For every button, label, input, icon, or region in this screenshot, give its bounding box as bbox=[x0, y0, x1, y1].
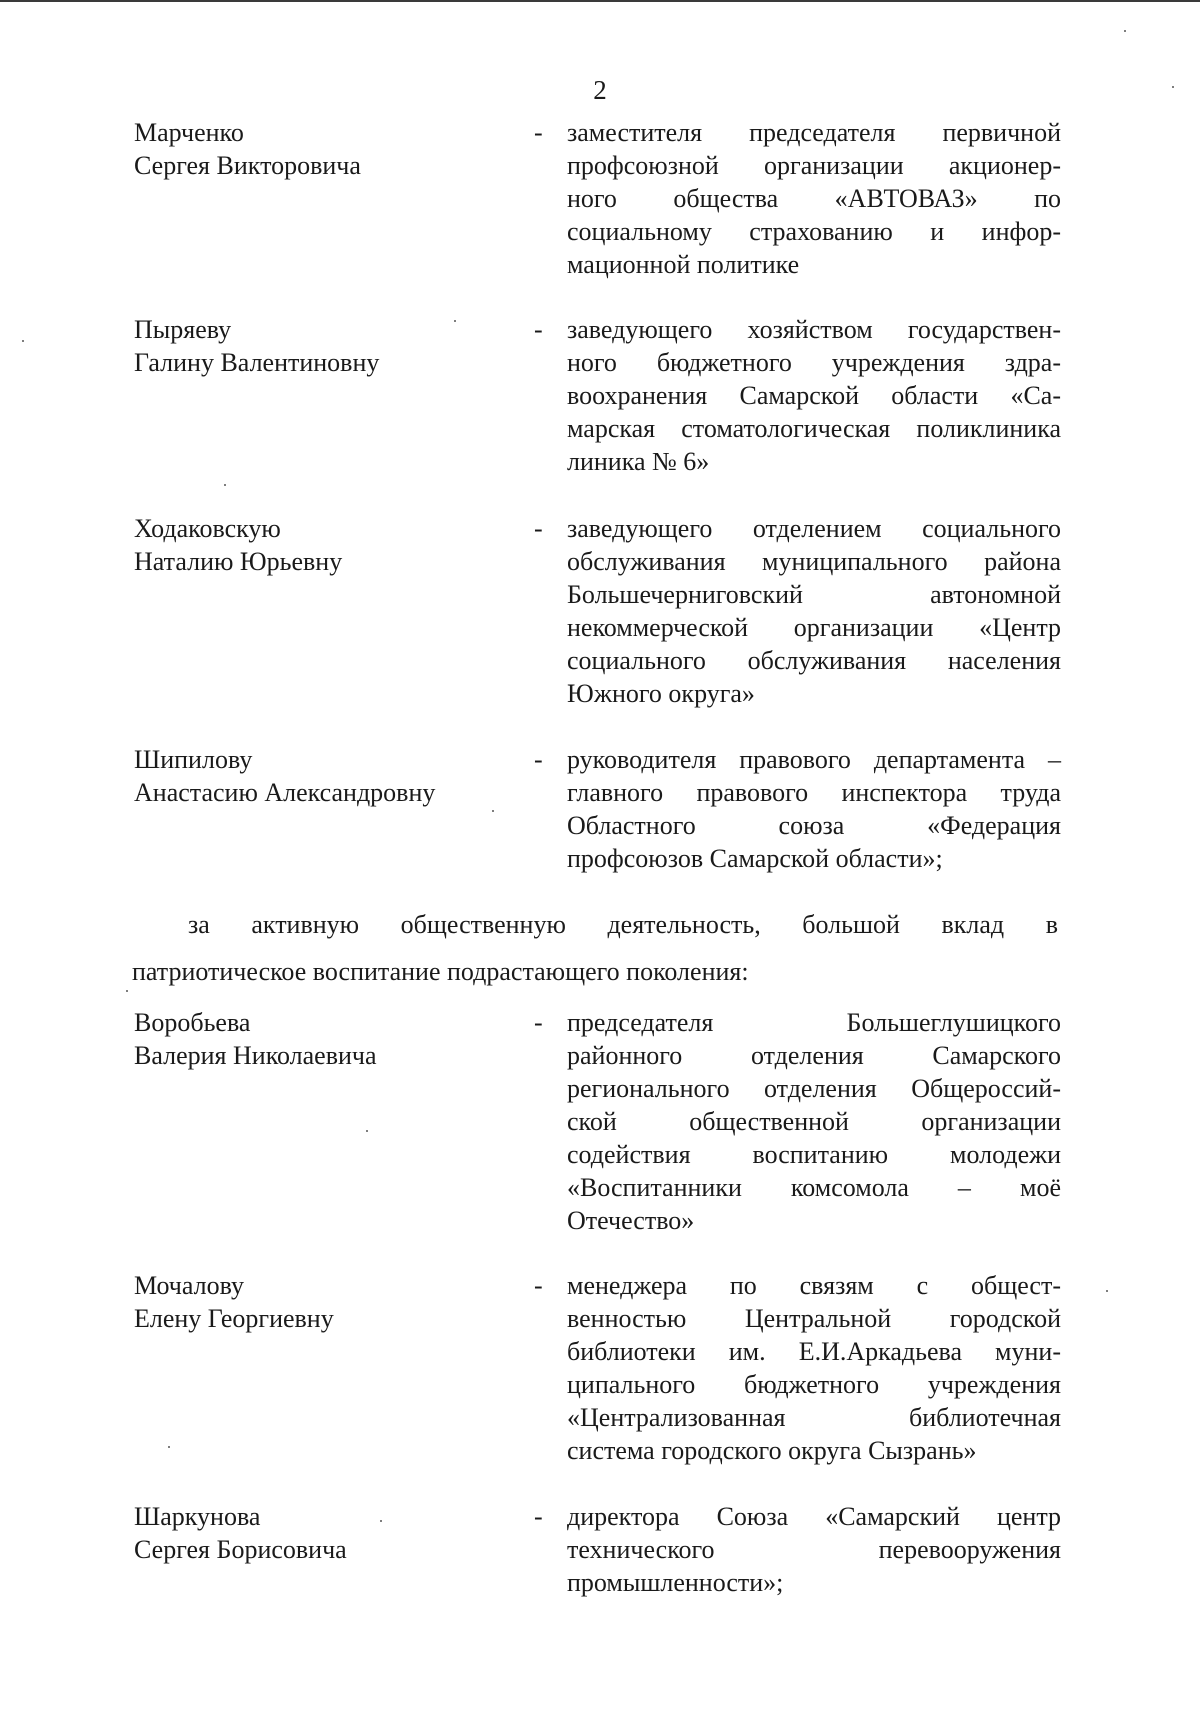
person-name: Ходаковскую Наталию Юрьевну bbox=[134, 514, 343, 576]
scan-speck bbox=[1172, 86, 1174, 88]
position-description: директора Союза «Самарский центр технического перевооружения промышленности»; bbox=[567, 1502, 1061, 1597]
dash-separator: - bbox=[534, 514, 543, 543]
position-description: заведующего отделением социального обслуживания муниципального района Большечерниговский автономной некоммерческой организации «Центр социального обслуживания населения Южного округа» bbox=[567, 514, 1061, 708]
dash-separator: - bbox=[534, 1502, 543, 1531]
position-description: заведующего хозяйством государствен- ного бюджетного учреждения здра- воохранения Самарской области «Са- марская стоматологическая поликлиника линика № 6» bbox=[567, 315, 1061, 476]
position-description: председателя Большеглушицкого районного отделения Самарского регионального отделения Общероссий- ской общественной организации содействия воспитанию молодежи «Воспитанники комсомола – моё Отечество» bbox=[567, 1008, 1061, 1235]
scan-speck bbox=[366, 1130, 368, 1132]
dash-separator: - bbox=[534, 1271, 543, 1300]
scan-speck bbox=[454, 320, 456, 322]
person-name: Шипилову Анастасию Александровну bbox=[134, 745, 436, 807]
position-description: руководителя правового департамента – главного правового инспектора труда Областного союза «Федерация профсоюзов Самарской области»; bbox=[567, 745, 1061, 873]
scan-speck bbox=[22, 340, 24, 342]
dash-separator: - bbox=[534, 745, 543, 774]
person-name: Шаркунова Сергея Борисовича bbox=[134, 1502, 347, 1564]
award-reason-paragraph: за активную общественную деятельность, большой вклад в патриотическое воспитание подрастающего поколения: bbox=[132, 910, 1058, 986]
scan-speck bbox=[1124, 30, 1126, 32]
person-name: Мочалову Елену Георгиевну bbox=[134, 1271, 334, 1333]
person-name: Пыряеву Галину Валентиновну bbox=[134, 315, 380, 377]
scan-speck bbox=[126, 990, 128, 992]
position-description: менеджера по связям с общест- венностью Центральной городской библиотеки им. Е.И.Аркадьева муни- ципального бюджетного учреждения «Централизованная библиотечная система городского округа Сызрань» bbox=[567, 1271, 1061, 1465]
position-description: заместителя председателя первичной профсоюзной организации акционер- ного общества «АВТОВАЗ» по социальному страхованию и инфор- мационной политике bbox=[567, 118, 1061, 279]
page-number: 2 bbox=[593, 75, 607, 105]
person-name: Марченко Сергея Викторовича bbox=[134, 118, 361, 180]
dash-separator: - bbox=[534, 1008, 543, 1037]
scan-speck bbox=[168, 1446, 170, 1448]
scan-speck bbox=[492, 810, 494, 812]
top-border-line bbox=[0, 0, 1200, 2]
scan-speck bbox=[224, 484, 226, 486]
dash-separator: - bbox=[534, 315, 543, 344]
scan-speck bbox=[380, 1520, 382, 1522]
scan-speck bbox=[1106, 1290, 1108, 1292]
person-name: Воробьева Валерия Николаевича bbox=[134, 1008, 377, 1070]
dash-separator: - bbox=[534, 118, 543, 147]
